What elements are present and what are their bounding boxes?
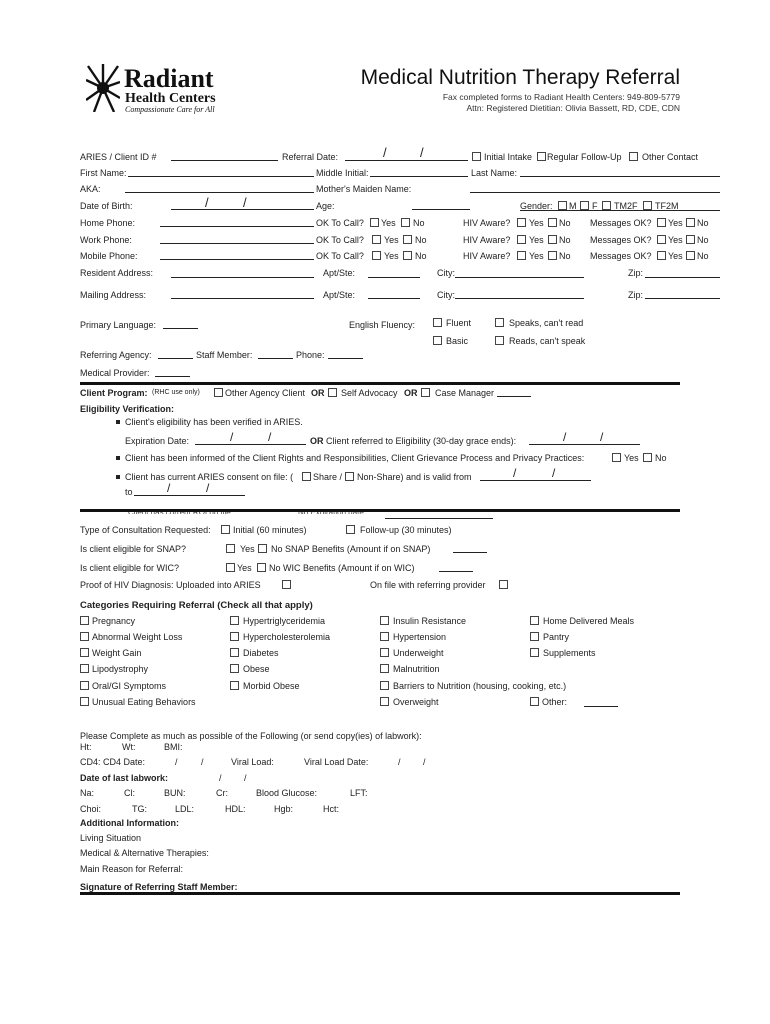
msg-yes-checkbox[interactable]: [657, 235, 666, 244]
cr-label: Cr:: [216, 788, 228, 798]
first-name-field[interactable]: [128, 176, 314, 177]
date-slash: /: [206, 481, 210, 495]
pregnancy-checkbox[interactable]: [80, 616, 89, 625]
mailing-address-label: Mailing Address:: [80, 290, 147, 300]
category-label: Lipodystrophy: [92, 664, 149, 674]
yes-label: Yes: [529, 235, 544, 245]
eligibility-item-1: Client's eligibility has been verified in ARIES.: [125, 417, 303, 427]
case-manager-checkbox[interactable]: [421, 388, 430, 397]
wic-yes-checkbox[interactable]: [226, 563, 235, 572]
speaks-checkbox[interactable]: [495, 318, 504, 327]
main-reason-label: Main Reason for Referral:: [80, 864, 184, 874]
morbid-obese-checkbox[interactable]: [230, 681, 239, 690]
category-label: Supplements: [543, 648, 596, 658]
initial-intake-label: Initial Intake: [484, 152, 533, 162]
on-file-checkbox[interactable]: [499, 580, 508, 589]
malnutrition-checkbox[interactable]: [380, 664, 389, 673]
gender-tm2f-label: TM2F: [614, 201, 638, 211]
date-slash: /: [600, 430, 604, 444]
no-label: No: [413, 218, 425, 228]
regular-followup-label: Regular Follow-Up: [547, 152, 622, 162]
apt-label: Apt/Ste:: [323, 268, 356, 278]
bullet-icon: [116, 420, 120, 424]
no-label: No: [697, 251, 709, 261]
case-manager-label: Case Manager: [435, 388, 495, 398]
ht-label: Ht:: [80, 742, 92, 752]
speaks-label: Speaks, can't read: [509, 318, 584, 328]
snap-amount-field[interactable]: [453, 552, 487, 553]
hiv-aware-label: HIV Aware?: [463, 251, 511, 261]
oral-gi-checkbox[interactable]: [80, 681, 89, 690]
category-label: Insulin Resistance: [393, 616, 467, 626]
other-checkbox[interactable]: [530, 697, 539, 706]
ldl-label: LDL:: [175, 804, 195, 814]
last-labwork-label: Date of last labwork:: [80, 773, 169, 783]
last-name-label: Last Name:: [471, 168, 518, 178]
date-slash: /: [230, 430, 234, 444]
reads-checkbox[interactable]: [495, 336, 504, 345]
resident-city-field[interactable]: [455, 277, 584, 278]
section-divider: [80, 892, 680, 895]
viral-load-date-label: Viral Load Date:: [304, 757, 369, 767]
lft-label: LFT:: [350, 788, 368, 798]
category-label: Weight Gain: [92, 648, 142, 658]
category-label: Abnormal Weight Loss: [92, 632, 183, 642]
gender-tm2f-checkbox[interactable]: [602, 201, 611, 210]
fluent-label: Fluent: [446, 318, 472, 328]
resident-apt-field[interactable]: [368, 277, 420, 278]
mobile-phone-field[interactable]: [160, 259, 314, 260]
date-slash: /: [243, 195, 247, 210]
mobile-phone-label: Mobile Phone:: [80, 251, 138, 261]
wic-no-label: No WIC Benefits (Amount if on WIC): [269, 563, 415, 573]
work-phone-field[interactable]: [160, 243, 314, 244]
logo-tagline: Compassionate Care for All: [125, 105, 215, 114]
msg-no-checkbox[interactable]: [686, 235, 695, 244]
home-phone-field[interactable]: [160, 226, 314, 227]
expiration-field[interactable]: [195, 444, 306, 445]
maiden-name-label: Mother's Maiden Name:: [316, 184, 412, 194]
weight-loss-checkbox[interactable]: [80, 632, 89, 641]
referred-eligibility-label: Client referred to Eligibility (30-day grace ends):: [326, 436, 517, 446]
yes-label: Yes: [384, 235, 399, 245]
date-slash: /: [398, 757, 401, 767]
other-contact-label: Other Contact: [642, 152, 699, 162]
followup-30-checkbox[interactable]: [346, 525, 355, 534]
reads-label: Reads, can't speak: [509, 336, 586, 346]
mailing-address-field[interactable]: [171, 298, 314, 299]
zip-label: Zip:: [628, 290, 644, 300]
msg-yes-checkbox[interactable]: [657, 251, 666, 260]
categories-heading: Categories Requiring Referral (Check all that apply): [80, 600, 313, 611]
gender-f-label: F: [592, 201, 598, 211]
category-label: Hypercholesterolemia: [243, 632, 331, 642]
age-label: Age:: [316, 201, 335, 211]
first-name-label: First Name:: [80, 168, 127, 178]
date-slash: /: [244, 773, 247, 783]
no-label: No: [415, 235, 427, 245]
bullet-icon: [116, 456, 120, 460]
living-situation-label: Living Situation: [80, 833, 142, 843]
gender-m-label: M: [569, 201, 577, 211]
consent-to-field[interactable]: [134, 495, 245, 496]
expiration-label: Expiration Date:: [125, 436, 190, 446]
hiv-no-checkbox[interactable]: [548, 218, 557, 227]
uploaded-aries-checkbox[interactable]: [282, 580, 291, 589]
resident-zip-field[interactable]: [645, 277, 720, 278]
yes-label: Yes: [668, 218, 683, 228]
grace-date-field[interactable]: [529, 444, 640, 445]
eligibility-heading: Eligibility Verification:: [80, 404, 175, 414]
roi-date-field[interactable]: [385, 518, 493, 519]
weight-gain-checkbox[interactable]: [80, 648, 89, 657]
basic-label: Basic: [446, 336, 469, 346]
rights-no-checkbox[interactable]: [643, 453, 652, 462]
bmi-label: BMI:: [164, 742, 183, 752]
share-checkbox[interactable]: [302, 472, 311, 481]
hypertriglyceridemia-checkbox[interactable]: [230, 616, 239, 625]
referral-date-label: Referral Date:: [282, 152, 339, 162]
messages-ok-label: Messages OK?: [590, 218, 652, 228]
eligibility-item-2: Client has been informed of the Client Rights and Responsibilities, Client Grievance Process and Privacy Practices:: [125, 453, 585, 463]
snap-no-checkbox[interactable]: [258, 544, 267, 553]
category-label: Unusual Eating Behaviors: [92, 697, 196, 707]
ok-to-call-label: OK To Call?: [316, 218, 364, 228]
last-name-field[interactable]: [520, 176, 720, 177]
section-divider: [80, 509, 680, 512]
ok-call-yes-checkbox[interactable]: [372, 235, 381, 244]
date-slash: /: [420, 145, 424, 160]
fluent-checkbox[interactable]: [433, 318, 442, 327]
gender-f-checkbox[interactable]: [580, 201, 589, 210]
mailing-apt-field[interactable]: [368, 298, 420, 299]
non-share-checkbox[interactable]: [345, 472, 354, 481]
category-label: Pregnancy: [92, 616, 136, 626]
ok-call-no-checkbox[interactable]: [403, 251, 412, 260]
rhc-use-note: (RHC use only): [152, 389, 200, 396]
messages-ok-label: Messages OK?: [590, 251, 652, 261]
date-slash: /: [563, 430, 567, 444]
date-slash: /: [383, 145, 387, 160]
supplements-checkbox[interactable]: [530, 648, 539, 657]
share-label: Share /: [313, 472, 343, 482]
category-label: Underweight: [393, 648, 444, 658]
hypertension-checkbox[interactable]: [380, 632, 389, 641]
tg-label: TG:: [132, 804, 147, 814]
aka-label: AKA:: [80, 184, 101, 194]
lipodystrophy-checkbox[interactable]: [80, 664, 89, 673]
hiv-no-checkbox[interactable]: [548, 235, 557, 244]
bullet-icon: [116, 475, 120, 479]
pantry-checkbox[interactable]: [530, 632, 539, 641]
case-manager-field[interactable]: [497, 396, 531, 397]
additional-info-heading: Additional Information:: [80, 818, 179, 828]
viral-load-label: Viral Load:: [231, 757, 274, 767]
hiv-aware-label: HIV Aware?: [463, 235, 511, 245]
eating-behaviors-checkbox[interactable]: [80, 697, 89, 706]
hypercholesterolemia-checkbox[interactable]: [230, 632, 239, 641]
date-slash: /: [552, 466, 556, 480]
hct-label: Hct:: [323, 804, 340, 814]
yes-label: Yes: [381, 218, 396, 228]
self-advocacy-label: Self Advocacy: [341, 388, 398, 398]
category-label: Hypertriglyceridemia: [243, 616, 326, 626]
overweight-checkbox[interactable]: [380, 697, 389, 706]
to-label: to: [125, 487, 133, 497]
eligibility-item-3: Client has current ARIES consent on file: (: [125, 472, 294, 482]
ok-call-yes-checkbox[interactable]: [372, 251, 381, 260]
gender-tf2m-label: TF2M: [655, 201, 679, 211]
regular-followup-checkbox[interactable]: [537, 152, 546, 161]
barriers-checkbox[interactable]: [380, 681, 389, 690]
hdl-label: HDL:: [225, 804, 246, 814]
middle-initial-field[interactable]: [370, 176, 468, 177]
ok-call-yes-checkbox[interactable]: [370, 218, 379, 227]
gender-label: Gender:: [520, 201, 553, 211]
agency-phone-field[interactable]: [328, 358, 363, 359]
category-label: Morbid Obese: [243, 681, 300, 691]
category-label: Obese: [243, 664, 270, 674]
date-slash: /: [513, 466, 517, 480]
yes-label: Yes: [237, 563, 252, 573]
city-label: City:: [437, 290, 455, 300]
maiden-name-field[interactable]: [470, 192, 720, 193]
staff-member-label: Staff Member:: [196, 350, 253, 360]
fax-instructions: Fax completed forms to Radiant Health Centers: 949-809-5779: [442, 92, 680, 102]
no-label: No: [415, 251, 427, 261]
msg-no-checkbox[interactable]: [686, 218, 695, 227]
category-label: Overweight: [393, 697, 439, 707]
mailing-city-field[interactable]: [455, 298, 584, 299]
signature-label: Signature of Referring Staff Member:: [80, 882, 238, 892]
date-slash: /: [205, 195, 209, 210]
gender-underline: [520, 210, 720, 211]
medical-provider-label: Medical Provider:: [80, 368, 150, 378]
date-slash: /: [201, 757, 204, 767]
wt-label: Wt:: [122, 742, 136, 752]
other-contact-checkbox[interactable]: [629, 152, 638, 161]
radiant-logo-icon: [86, 64, 120, 112]
no-label: No: [559, 235, 571, 245]
other-field[interactable]: [584, 706, 618, 707]
no-label: No: [697, 235, 709, 245]
no-label: No: [559, 251, 571, 261]
hgb-label: Hgb:: [274, 804, 294, 814]
age-field[interactable]: [412, 209, 470, 210]
staff-member-field[interactable]: [258, 358, 293, 359]
category-label: Oral/GI Symptoms: [92, 681, 167, 691]
snap-no-label: No SNAP Benefits (Amount if on SNAP): [271, 544, 431, 554]
ok-call-no-checkbox[interactable]: [403, 235, 412, 244]
work-phone-label: Work Phone:: [80, 235, 132, 245]
resident-address-label: Resident Address:: [80, 268, 154, 278]
home-meals-checkbox[interactable]: [530, 616, 539, 625]
aka-field[interactable]: [125, 192, 314, 193]
resident-address-field[interactable]: [171, 277, 314, 278]
category-label: Barriers to Nutrition (housing, cooking, etc.): [393, 681, 567, 691]
cl-label: Cl:: [124, 788, 135, 798]
wic-no-checkbox[interactable]: [257, 563, 266, 572]
other-agency-label: Other Agency Client: [225, 388, 306, 398]
initial-60-checkbox[interactable]: [221, 525, 230, 534]
glucose-label: Blood Glucose:: [256, 788, 318, 798]
logo-name: Radiant: [124, 64, 214, 93]
category-label: Hypertension: [393, 632, 447, 642]
middle-initial-label: Middle Initial:: [316, 168, 369, 178]
or-label: OR: [311, 388, 325, 398]
yes-label: Yes: [668, 235, 683, 245]
category-label: Malnutrition: [393, 664, 440, 674]
category-label: Pantry: [543, 632, 570, 642]
form-title: Medical Nutrition Therapy Referral: [360, 66, 680, 89]
city-label: City:: [437, 268, 455, 278]
home-phone-label: Home Phone:: [80, 218, 136, 228]
apt-label: Apt/Ste:: [323, 290, 356, 300]
logo-subtitle: Health Centers: [125, 91, 216, 106]
no-label: No: [697, 218, 709, 228]
yes-label: Yes: [668, 251, 683, 261]
non-share-label: Non-Share) and is valid from: [357, 472, 472, 482]
or-label: OR: [310, 436, 324, 446]
section-divider: [80, 382, 680, 385]
wic-amount-field[interactable]: [439, 571, 473, 572]
hiv-yes-checkbox[interactable]: [517, 251, 526, 260]
aries-id-field[interactable]: [171, 160, 278, 161]
phone-label: Phone:: [296, 350, 325, 360]
other-label: Other:: [542, 697, 568, 707]
gender-tf2m-checkbox[interactable]: [643, 201, 652, 210]
yes-label: Yes: [624, 453, 639, 463]
hiv-yes-checkbox[interactable]: [517, 218, 526, 227]
na-label: Na:: [80, 788, 95, 798]
hiv-yes-checkbox[interactable]: [517, 235, 526, 244]
self-advocacy-checkbox[interactable]: [328, 388, 337, 397]
followup-30-label: Follow-up (30 minutes): [360, 525, 452, 535]
yes-label: Yes: [529, 251, 544, 261]
therapies-label: Medical & Alternative Therapies:: [80, 848, 209, 858]
date-slash: /: [268, 430, 272, 444]
msg-yes-checkbox[interactable]: [657, 218, 666, 227]
hiv-no-checkbox[interactable]: [548, 251, 557, 260]
on-file-label: On file with referring provider: [370, 580, 486, 590]
category-label: Home Delivered Meals: [543, 616, 635, 626]
yes-label: Yes: [384, 251, 399, 261]
primary-language-label: Primary Language:: [80, 320, 157, 330]
insulin-resistance-checkbox[interactable]: [380, 616, 389, 625]
other-agency-checkbox[interactable]: [214, 388, 223, 397]
medical-provider-field[interactable]: [155, 376, 190, 377]
yes-label: Yes: [240, 544, 255, 554]
attn-line: Attn: Registered Dietitian: Olivia Bassett, RD, CDE, CDN: [466, 103, 680, 113]
zip-label: Zip:: [628, 268, 644, 278]
category-label: Diabetes: [243, 648, 279, 658]
consent-from-field[interactable]: [480, 480, 591, 481]
ok-to-call-label: OK To Call?: [316, 235, 364, 245]
initial-intake-checkbox[interactable]: [472, 152, 481, 161]
primary-language-field[interactable]: [163, 328, 198, 329]
diabetes-checkbox[interactable]: [230, 648, 239, 657]
no-label: No: [655, 453, 667, 463]
date-slash: /: [423, 757, 426, 767]
date-slash: /: [167, 481, 171, 495]
date-slash: /: [175, 757, 178, 767]
yes-label: Yes: [529, 218, 544, 228]
ok-to-call-label: OK To Call?: [316, 251, 364, 261]
referring-agency-field[interactable]: [158, 358, 193, 359]
labs-intro: Please Complete as much as possible of the Following (or send copy(ies) of labwork):: [80, 731, 422, 741]
wic-question: Is client eligible for WIC?: [80, 563, 180, 573]
hiv-proof-label: Proof of HIV Diagnosis: Uploaded into ARIES: [80, 580, 261, 590]
mailing-zip-field[interactable]: [645, 298, 720, 299]
gender-m-checkbox[interactable]: [558, 201, 567, 210]
date-slash: /: [219, 773, 222, 783]
rights-yes-checkbox[interactable]: [612, 453, 621, 462]
no-label: No: [559, 218, 571, 228]
dob-label: Date of Birth:: [80, 201, 133, 211]
cd4-label: CD4: CD4 Date:: [80, 757, 146, 767]
obese-checkbox[interactable]: [230, 664, 239, 673]
underweight-checkbox[interactable]: [380, 648, 389, 657]
snap-question: Is client eligible for SNAP?: [80, 544, 187, 554]
msg-no-checkbox[interactable]: [686, 251, 695, 260]
english-fluency-label: English Fluency:: [349, 320, 416, 330]
or-label: OR: [404, 388, 418, 398]
initial-60-label: Initial (60 minutes): [233, 525, 307, 535]
basic-checkbox[interactable]: [433, 336, 442, 345]
snap-yes-checkbox[interactable]: [226, 544, 235, 553]
hiv-aware-label: HIV Aware?: [463, 218, 511, 228]
consultation-type-label: Type of Consultation Requested:: [80, 525, 211, 535]
bun-label: BUN:: [164, 788, 186, 798]
referring-agency-label: Referring Agency:: [80, 350, 152, 360]
aries-id-label: ARIES / Client ID #: [80, 152, 157, 162]
choi-label: Choi:: [80, 804, 102, 814]
client-program-label: Client Program:: [80, 388, 148, 398]
messages-ok-label: Messages OK?: [590, 235, 652, 245]
referral-date-field[interactable]: [345, 160, 468, 161]
ok-call-no-checkbox[interactable]: [401, 218, 410, 227]
